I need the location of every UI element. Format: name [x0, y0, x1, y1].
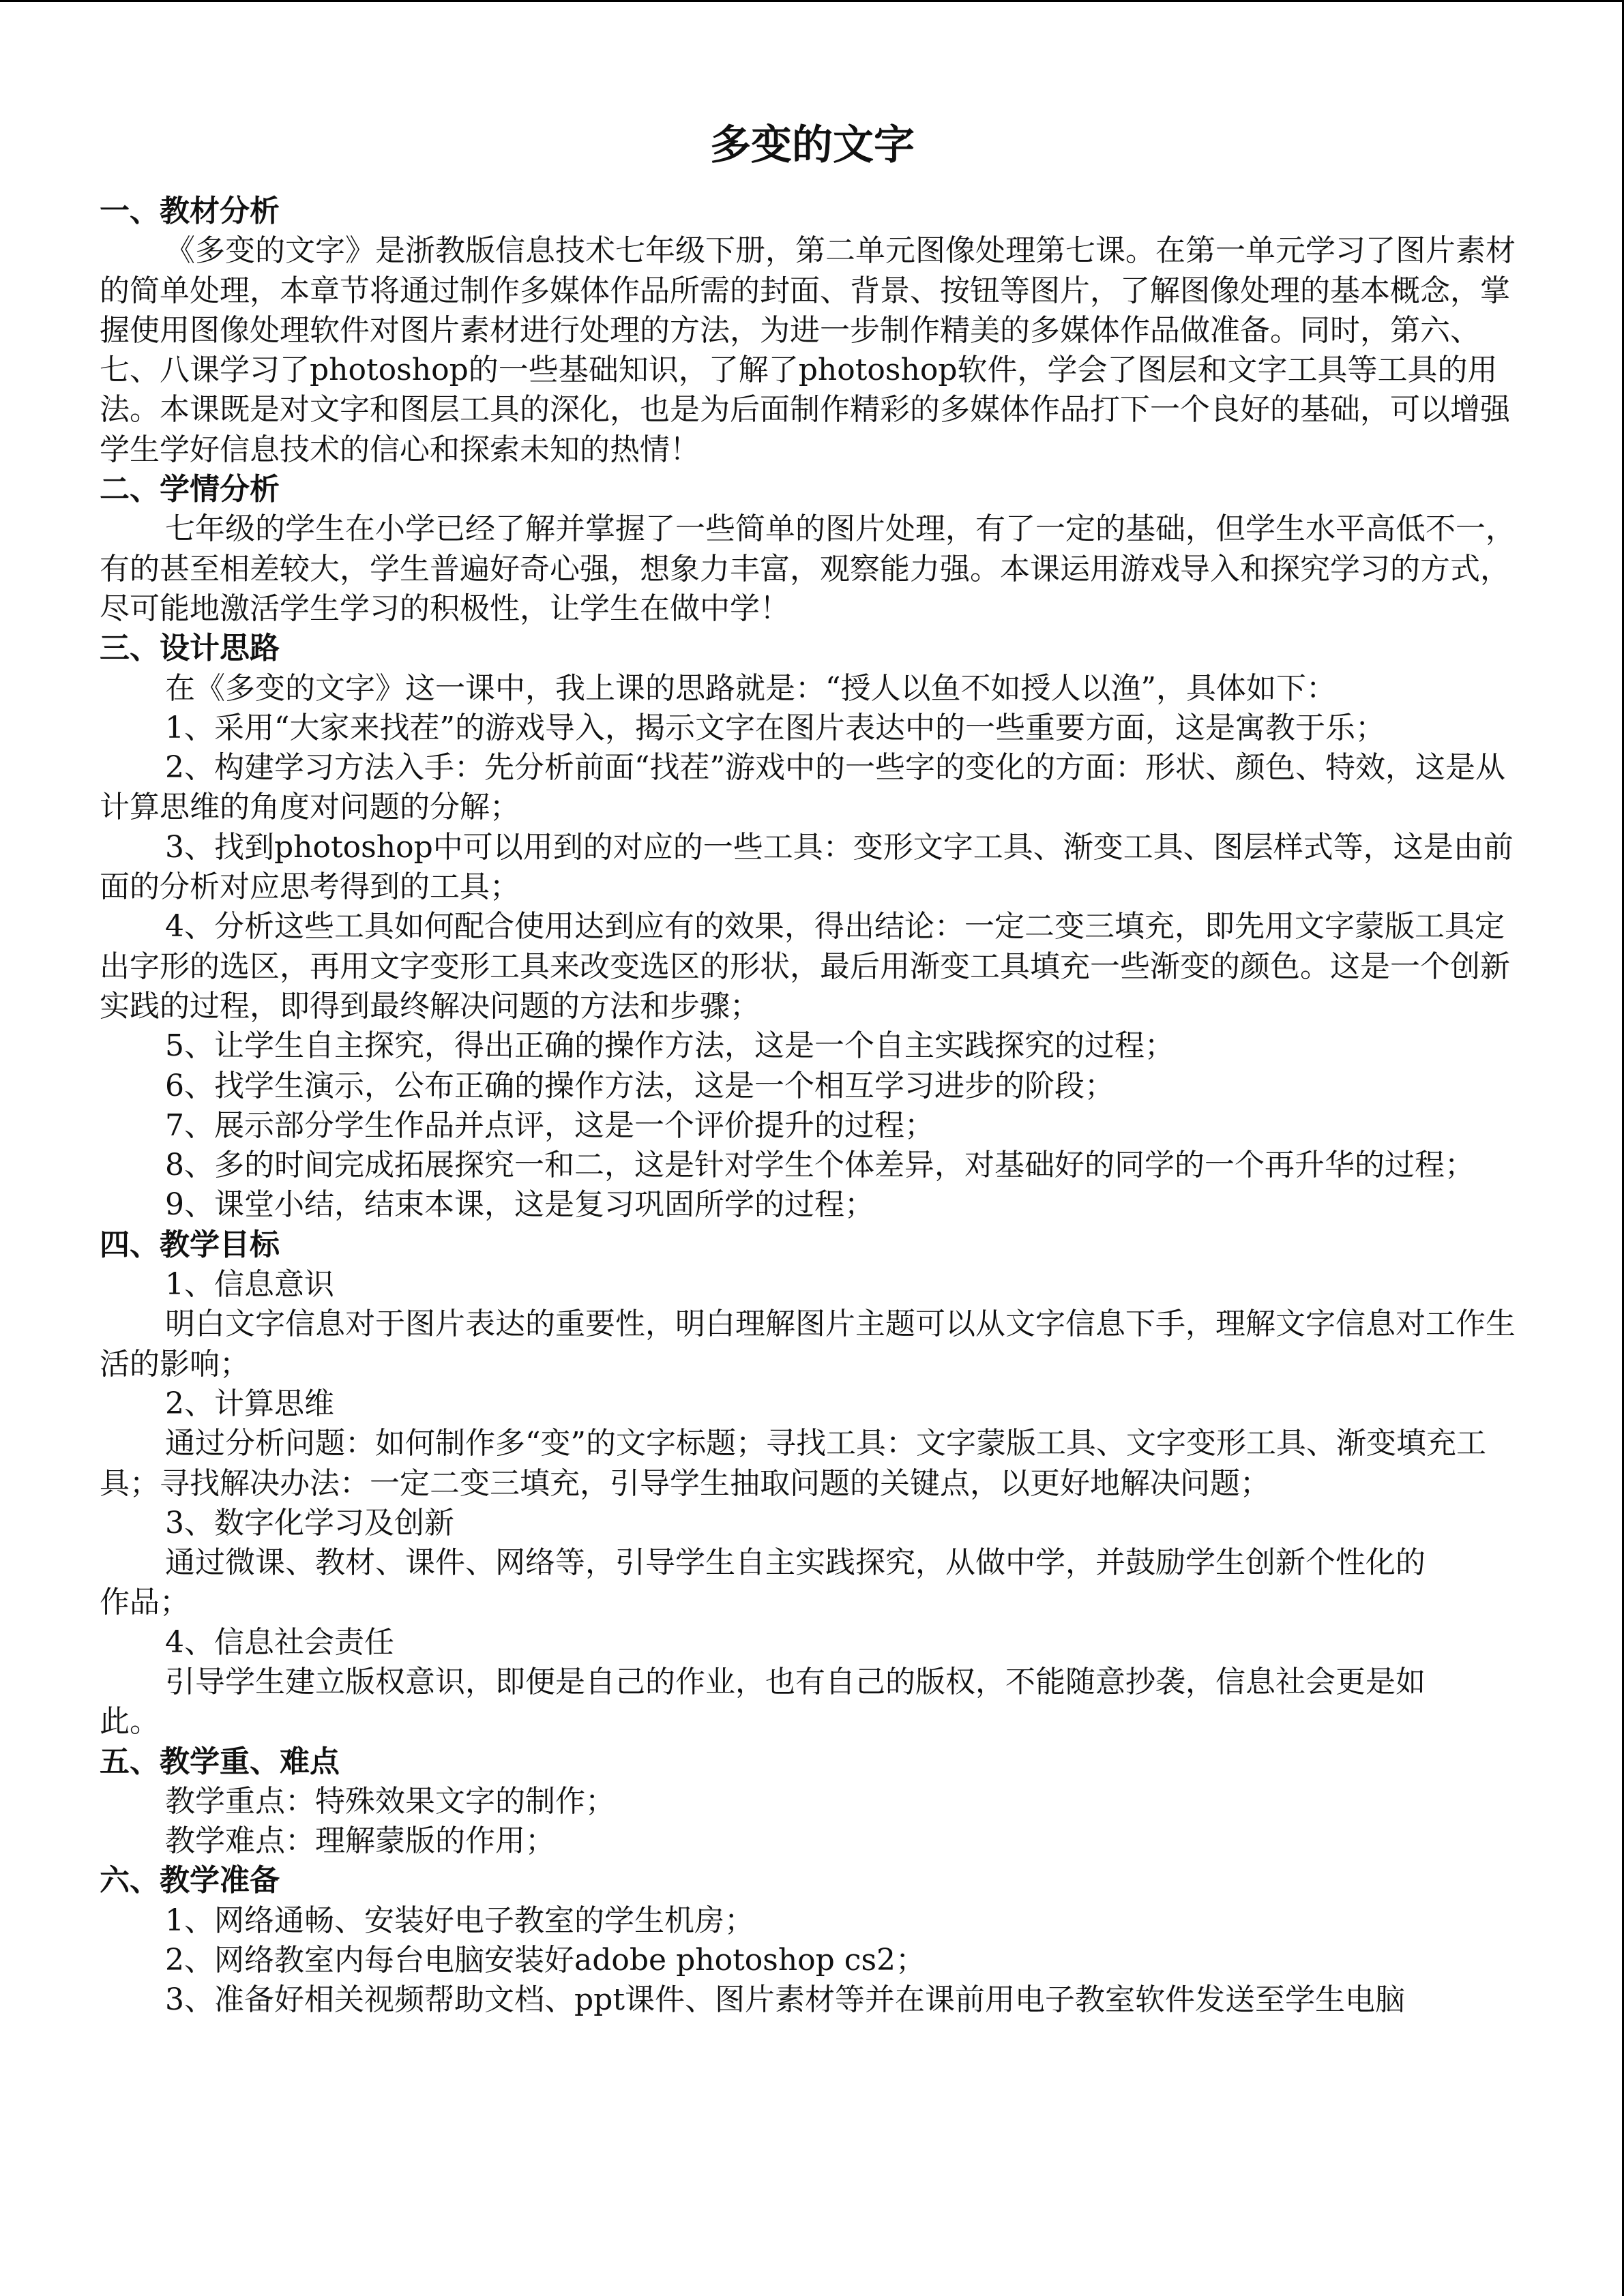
subheading: 2、计算思维: [165, 1386, 334, 1421]
paragraph: 明白文字信息对于图片表达的重要性，明白理解图片主题可以从文字信息下手，理解文字信息对工作生活的影响；: [100, 1307, 1516, 1382]
paragraph-tail: 此。: [100, 1704, 160, 1740]
paragraph: 教学难点：理解蒙版的作用；: [165, 1823, 555, 1859]
paragraph: 引导学生建立版权意识，即便是自己的作业，也有自己的版权，不能随意抄袭，信息社会更是如: [165, 1664, 1426, 1699]
list-item: 6、找学生演示，公布正确的操作方法，这是一个相互学习进步的阶段；: [165, 1068, 1114, 1103]
list-item: 7、展示部分学生作品并点评，这是一个评价提升的过程；: [165, 1107, 934, 1143]
subheading: 3、数字化学习及创新: [165, 1505, 454, 1540]
section-heading-6: 六、教学准备: [100, 1863, 280, 1898]
list-item: 4、分析这些工具如何配合使用达到应有的效果，得出结论：一定二变三填充，即先用文字蒙版工具定出字形的选区，再用文字变形工具来改变选区的形状，最后用渐变工具填充一些渐变的颜色。这是一个创新实践的过程，即得到最终解决问题的方法和步骤；: [100, 909, 1510, 1024]
list-item: 1、采用“大家来找茬”的游戏导入，揭示文字在图片表达中的一些重要方面，这是寓教于乐；: [165, 710, 1385, 745]
paragraph: 在《多变的文字》这一课中，我上课的思路就是：“授人以鱼不如授人以渔”，具体如下：: [165, 670, 1336, 706]
section-heading-3: 三、设计思路: [100, 631, 280, 666]
list-item: 3、找到photoshop中可以用到的对应的一些工具：变形文字工具、渐变工具、图层样式等，这是由前面的分析对应思考得到的工具；: [100, 829, 1514, 905]
list-item: 3、准备好相关视频帮助文档、ppt课件、图片素材等并在课前用电子教室软件发送至学生电脑: [165, 1982, 1406, 2018]
paragraph: 教学重点：特殊效果文字的制作；: [165, 1783, 615, 1819]
section-heading-1: 一、教材分析: [100, 194, 280, 228]
list-item: 5、让学生自主探究，得出正确的操作方法，这是一个自主实践探究的过程；: [165, 1028, 1175, 1064]
paragraph: 通过分析问题：如何制作多“变”的文字标题；寻找工具：文字蒙版工具、文字变形工具、渐变填充工具；寻找解决办法：一定二变三填充，引导学生抽取问题的关键点，以更好地解决问题；: [100, 1426, 1486, 1501]
paragraph-tail: 作品；: [100, 1585, 190, 1620]
paragraph: 《多变的文字》是浙教版信息技术七年级下册，第二单元图像处理第七课。在第一单元学习了图片素材的简单处理，本章节将通过制作多媒体作品所需的封面、背景、按钮等图片，了解图像处理的基本概念，掌握使用图像处理软件对图片素材进行处理的方法，为进一步制作精美的多媒体作品做准备。同时，第六、七、八课学习了photoshop的一些基础知识，了解了photoshop软件，学会了图层和文字工具等工具的用法。本课既是对文字和图层工具的深化，也是为后面制作精彩的多媒体作品打下一个良好的基础，可以增强学生学好信息技术的信心和探索未知的热情！: [100, 233, 1516, 467]
section-heading-4: 四、教学目标: [100, 1227, 280, 1262]
list-item: 2、构建学习方法入手：先分析前面“找茬”游戏中的一些字的变化的方面：形状、颜色、特效，这是从计算思维的角度对问题的分解；: [100, 750, 1505, 825]
list-item: 1、网络通畅、安装好电子教室的学生机房；: [165, 1903, 754, 1938]
section-heading-2: 二、学情分析: [100, 472, 280, 507]
paragraph: 七年级的学生在小学已经了解并掌握了一些简单的图片处理，有了一定的基础，但学生水平高低不一，有的甚至相差较大，学生普遍好奇心强，想象力丰富，观察能力强。本课运用游戏导入和探究学习的方式，尽可能地激活学生学习的积极性，让学生在做中学！: [100, 511, 1516, 626]
list-item: 9、课堂小结，结束本课，这是复习巩固所学的过程；: [165, 1187, 874, 1223]
subheading: 4、信息社会责任: [165, 1624, 394, 1660]
paragraph: 通过微课、教材、课件、网络等，引导学生自主实践探究，从做中学，并鼓励学生创新个性化的: [165, 1545, 1426, 1581]
section-heading-5: 五、教学重、难点: [100, 1744, 340, 1779]
page-title: 多变的文字: [710, 121, 915, 169]
list-item: 8、多的时间完成拓展探究一和二，这是针对学生个体差异，对基础好的同学的一个再升华的过程；: [165, 1148, 1475, 1183]
subheading: 1、信息意识: [165, 1267, 334, 1302]
document-body: [100, 104, 1525, 2021]
list-item: 2、网络教室内每台电脑安装好adobe photoshop cs2；: [165, 1943, 926, 1978]
